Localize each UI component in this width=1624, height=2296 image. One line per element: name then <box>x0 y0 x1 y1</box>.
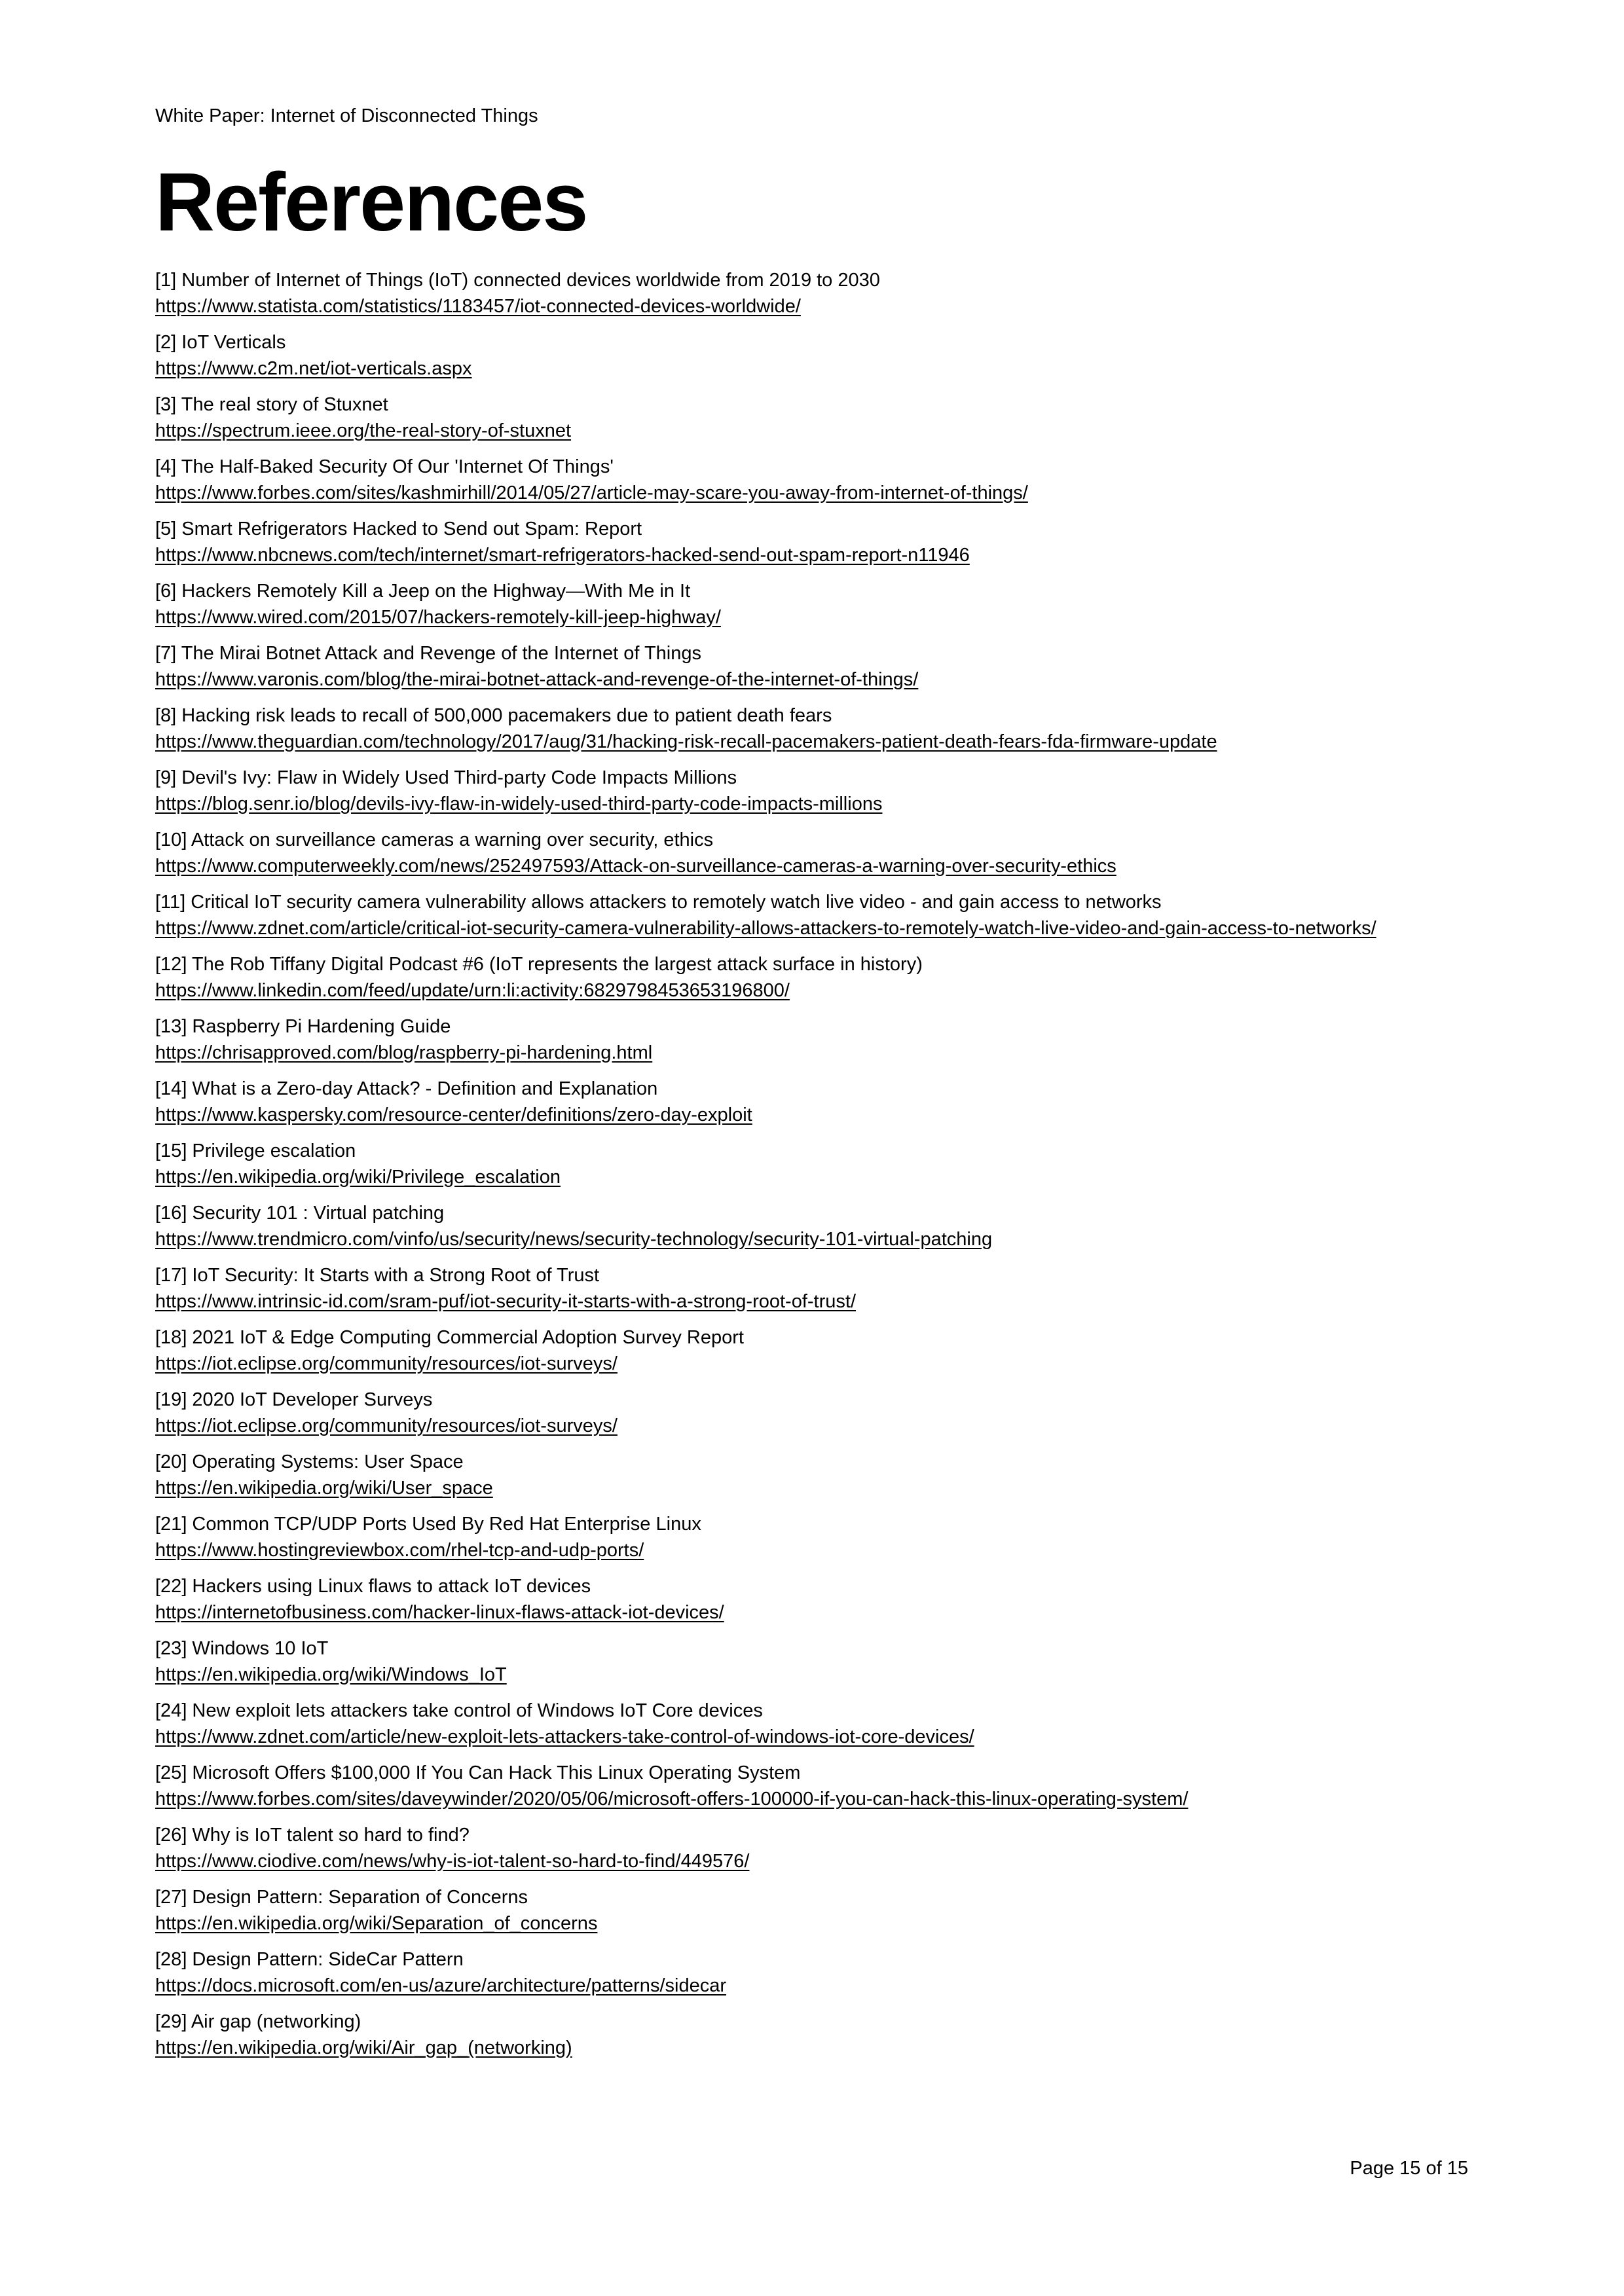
reference-item <box>155 951 1469 1004</box>
reference-title: [16] Security 101 : Virtual patching <box>155 1203 445 1224</box>
running-header: White Paper: Internet of Disconnected Things <box>155 105 538 126</box>
reference-title: [12] The Rob Tiffany Digital Podcast #6 (IoT represents the largest attack surface in history) <box>155 954 923 975</box>
reference-item <box>155 578 1469 630</box>
reference-item <box>155 1449 1469 1501</box>
reference-link[interactable]: https://en.wikipedia.org/wiki/Separation_of_concerns <box>155 1913 598 1934</box>
reference-title: [14] What is a Zero-day Attack? - Definition and Explanation <box>155 1078 658 1099</box>
reference-link[interactable]: https://en.wikipedia.org/wiki/Windows_IoT <box>155 1664 507 1685</box>
reference-title: [18] 2021 IoT & Edge Computing Commercial Adoption Survey Report <box>155 1327 744 1348</box>
reference-link[interactable]: https://www.zdnet.com/article/critical-iot-security-camera-vulnerability-allows-attackers-to-remotely-watch-live-video-and-gain-access-to-networks/ <box>155 918 1376 939</box>
reference-item <box>155 392 1469 444</box>
reference-title: [1] Number of Internet of Things (IoT) connected devices worldwide from 2019 to 2030 <box>155 270 880 291</box>
reference-item <box>155 1884 1469 1937</box>
reference-link[interactable]: https://www.wired.com/2015/07/hackers-remotely-kill-jeep-highway/ <box>155 607 721 628</box>
reference-link[interactable]: https://www.varonis.com/blog/the-mirai-botnet-attack-and-revenge-of-the-internet-of-things/ <box>155 669 919 690</box>
reference-link[interactable]: https://www.forbes.com/sites/daveywinder/2020/05/06/microsoft-offers-100000-if-you-can-hack-this-linux-operating-system/ <box>155 1789 1189 1810</box>
reference-item <box>155 1324 1469 1377</box>
reference-list <box>155 267 1469 2061</box>
reference-title: [5] Smart Refrigerators Hacked to Send out Spam: Report <box>155 519 642 539</box>
reference-title: [24] New exploit lets attackers take control of Windows IoT Core devices <box>155 1700 763 1721</box>
reference-link[interactable]: https://www.theguardian.com/technology/2017/aug/31/hacking-risk-recall-pacemakers-patient-death-fears-fda-firmware-update <box>155 731 1217 752</box>
reference-title: [19] 2020 IoT Developer Surveys <box>155 1389 433 1410</box>
reference-item <box>155 1138 1469 1190</box>
reference-link[interactable]: https://www.intrinsic-id.com/sram-puf/iot-security-it-starts-with-a-strong-root-of-trust/ <box>155 1291 856 1312</box>
reference-item <box>155 1387 1469 1439</box>
reference-link[interactable]: https://spectrum.ieee.org/the-real-story-of-stuxnet <box>155 420 572 441</box>
reference-title: [3] The real story of Stuxnet <box>155 394 388 415</box>
page-title: References <box>155 156 587 248</box>
reference-item <box>155 1573 1469 1626</box>
reference-title: [6] Hackers Remotely Kill a Jeep on the Highway—With Me in It <box>155 581 691 602</box>
reference-item <box>155 765 1469 817</box>
reference-link[interactable]: https://www.hostingreviewbox.com/rhel-tcp-and-udp-ports/ <box>155 1540 644 1561</box>
reference-title: [2] IoT Verticals <box>155 332 286 353</box>
reference-title: [27] Design Pattern: Separation of Concerns <box>155 1887 528 1908</box>
reference-title: [21] Common TCP/UDP Ports Used By Red Hat Enterprise Linux <box>155 1514 701 1535</box>
reference-title: [10] Attack on surveillance cameras a warning over security, ethics <box>155 829 714 850</box>
reference-title: [7] The Mirai Botnet Attack and Revenge of the Internet of Things <box>155 643 701 664</box>
reference-title: [22] Hackers using Linux flaws to attack IoT devices <box>155 1576 591 1597</box>
reference-title: [13] Raspberry Pi Hardening Guide <box>155 1016 451 1037</box>
reference-item <box>155 1013 1469 1066</box>
reference-link[interactable]: https://blog.senr.io/blog/devils-ivy-flaw-in-widely-used-third-party-code-impacts-millions <box>155 793 883 814</box>
reference-link[interactable]: https://www.kaspersky.com/resource-center/definitions/zero-day-exploit <box>155 1104 752 1125</box>
reference-title: [23] Windows 10 IoT <box>155 1638 329 1659</box>
reference-link[interactable]: https://www.trendmicro.com/vinfo/us/security/news/security-technology/security-101-virtual-patching <box>155 1229 993 1250</box>
reference-link[interactable]: https://iot.eclipse.org/community/resources/iot-surveys/ <box>155 1415 618 1436</box>
reference-item <box>155 516 1469 568</box>
reference-title: [26] Why is IoT talent so hard to find? <box>155 1825 470 1846</box>
reference-item <box>155 1511 1469 1563</box>
reference-link[interactable]: https://en.wikipedia.org/wiki/Privilege_escalation <box>155 1167 561 1188</box>
reference-item <box>155 267 1469 319</box>
reference-item <box>155 329 1469 382</box>
reference-link[interactable]: https://www.statista.com/statistics/1183457/iot-connected-devices-worldwide/ <box>155 296 801 317</box>
reference-title: [4] The Half-Baked Security Of Our 'Internet Of Things' <box>155 456 614 477</box>
reference-title: [9] Devil's Ivy: Flaw in Widely Used Third-party Code Impacts Millions <box>155 767 737 788</box>
page-number: Page 15 of 15 <box>1350 2158 1468 2179</box>
reference-link[interactable]: https://www.nbcnews.com/tech/internet/smart-refrigerators-hacked-send-out-spam-report-n11946 <box>155 545 970 566</box>
reference-item <box>155 702 1469 755</box>
reference-item <box>155 1760 1469 1812</box>
reference-item <box>155 1698 1469 1750</box>
reference-title: [11] Critical IoT security camera vulnerability allows attackers to remotely watch live video - and gain access to networks <box>155 892 1162 913</box>
reference-item <box>155 454 1469 506</box>
reference-title: [29] Air gap (networking) <box>155 2011 361 2032</box>
reference-link[interactable]: https://www.forbes.com/sites/kashmirhill/2014/05/27/article-may-scare-you-away-from-internet-of-things/ <box>155 483 1028 503</box>
reference-item <box>155 1076 1469 1128</box>
reference-link[interactable]: https://www.linkedin.com/feed/update/urn:li:activity:6829798453653196800/ <box>155 980 790 1001</box>
reference-link[interactable]: https://en.wikipedia.org/wiki/Air_gap_(networking) <box>155 2037 572 2058</box>
reference-title: [8] Hacking risk leads to recall of 500,000 pacemakers due to patient death fears <box>155 705 832 726</box>
reference-link[interactable]: https://www.ciodive.com/news/why-is-iot-talent-so-hard-to-find/449576/ <box>155 1851 750 1872</box>
reference-item <box>155 640 1469 693</box>
reference-link[interactable]: https://internetofbusiness.com/hacker-linux-flaws-attack-iot-devices/ <box>155 1602 724 1623</box>
reference-item <box>155 2009 1469 2061</box>
reference-link[interactable]: https://www.computerweekly.com/news/252497593/Attack-on-surveillance-cameras-a-warning-over-security-ethics <box>155 856 1116 877</box>
reference-link[interactable]: https://chrisapproved.com/blog/raspberry-pi-hardening.html <box>155 1042 653 1063</box>
reference-item <box>155 1946 1469 1999</box>
reference-link[interactable]: https://en.wikipedia.org/wiki/User_space <box>155 1478 493 1499</box>
reference-item <box>155 827 1469 879</box>
reference-title: [28] Design Pattern: SideCar Pattern <box>155 1949 464 1970</box>
reference-title: [15] Privilege escalation <box>155 1140 356 1161</box>
reference-item <box>155 1635 1469 1688</box>
reference-title: [17] IoT Security: It Starts with a Strong Root of Trust <box>155 1265 600 1286</box>
reference-item <box>155 1262 1469 1315</box>
reference-item <box>155 1822 1469 1874</box>
reference-link[interactable]: https://www.c2m.net/iot-verticals.aspx <box>155 358 472 379</box>
reference-item <box>155 889 1469 941</box>
reference-link[interactable]: https://iot.eclipse.org/community/resources/iot-surveys/ <box>155 1353 618 1374</box>
reference-title: [20] Operating Systems: User Space <box>155 1451 464 1472</box>
reference-link[interactable]: https://docs.microsoft.com/en-us/azure/architecture/patterns/sidecar <box>155 1975 726 1996</box>
reference-link[interactable]: https://www.zdnet.com/article/new-exploit-lets-attackers-take-control-of-windows-iot-core-devices/ <box>155 1726 974 1747</box>
reference-item <box>155 1200 1469 1252</box>
reference-title: [25] Microsoft Offers $100,000 If You Can Hack This Linux Operating System <box>155 1762 801 1783</box>
